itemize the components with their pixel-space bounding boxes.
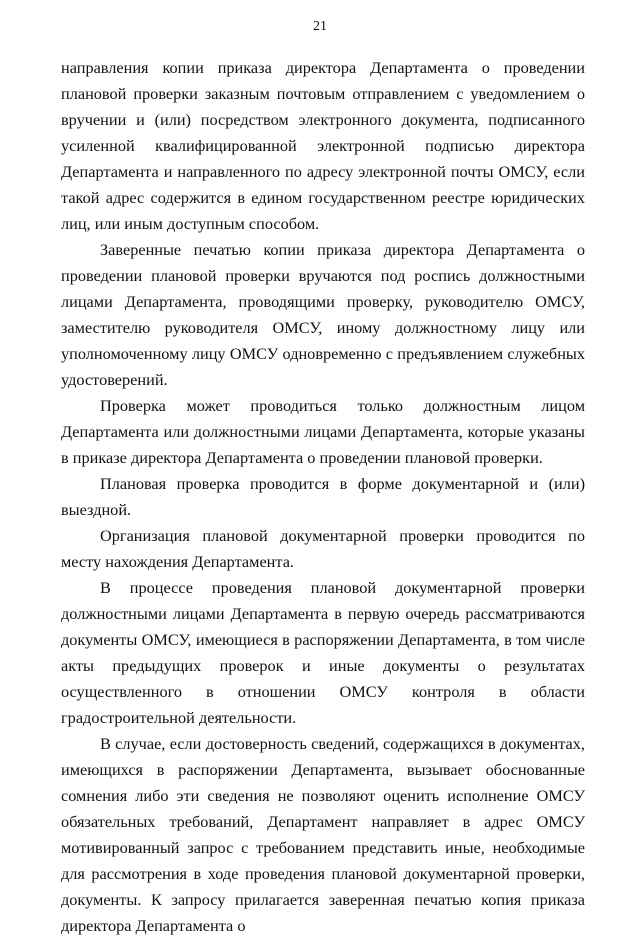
paragraph-reasoned-request: В случае, если достоверность сведений, содержащихся в документах, имеющихся в распоряжении Департамента, вызывает обоснованные сомнения либо эти сведения не позволяют оценить исполнение ОМСУ обязательных требований, Департамент направляет в адрес ОМСУ мотивированный запрос с требованием представить иные, необходимые для рассмотрения в ходе проведения плановой документарной проверки, документы. К запросу прилагается заверенная печатью копия приказа директора Департамента о bbox=[61, 734, 585, 935]
paragraph-inspection-officials: Проверка может проводиться только должностным лицом Департамента или должностными лицами Департамента, которые указаны в приказе директора Департамента о проведении плановой проверки. bbox=[61, 396, 585, 467]
paragraph-inspection-form: Плановая проверка проводится в форме документарной и (или) выездной. bbox=[61, 474, 585, 519]
paragraph-certified-copies: Заверенные печатью копии приказа директора Департамента о проведении плановой проверки вручаются под роспись должностными лицами Департамента, проводящими проверку, руководителю ОМСУ, заместителю руководителя ОМСУ, иному должностному лицу или уполномоченному лицу ОМСУ одновременно с предъявлением служебных удостоверений. bbox=[61, 240, 585, 389]
paragraph-documentary-location: Организация плановой документарной проверки проводится по месту нахождения Департамента. bbox=[61, 526, 585, 571]
document-body bbox=[61, 55, 585, 939]
paragraph-documents-review: В процессе проведения плановой документарной проверки должностными лицами Департамента в первую очередь рассматриваются документы ОМСУ, имеющиеся в распоряжении Департамента, в том числе акты предыдущих проверок и иные документы о результатах осуществленного в отношении ОМСУ контроля в области градостроительной деятельности. bbox=[61, 578, 585, 727]
paragraph-continuation: направления копии приказа директора Департамента о проведении плановой проверки заказным почтовым отправлением с уведомлением о вручении и (или) посредством электронного документа, подписанного усиленной квалифицированной электронной подписью директора Департамента и направленного по адресу электронной почты ОМСУ, если такой адрес содержится в едином государственном реестре юридических лиц, или иным доступным способом. bbox=[61, 58, 585, 233]
page-number: 21 bbox=[313, 19, 327, 34]
